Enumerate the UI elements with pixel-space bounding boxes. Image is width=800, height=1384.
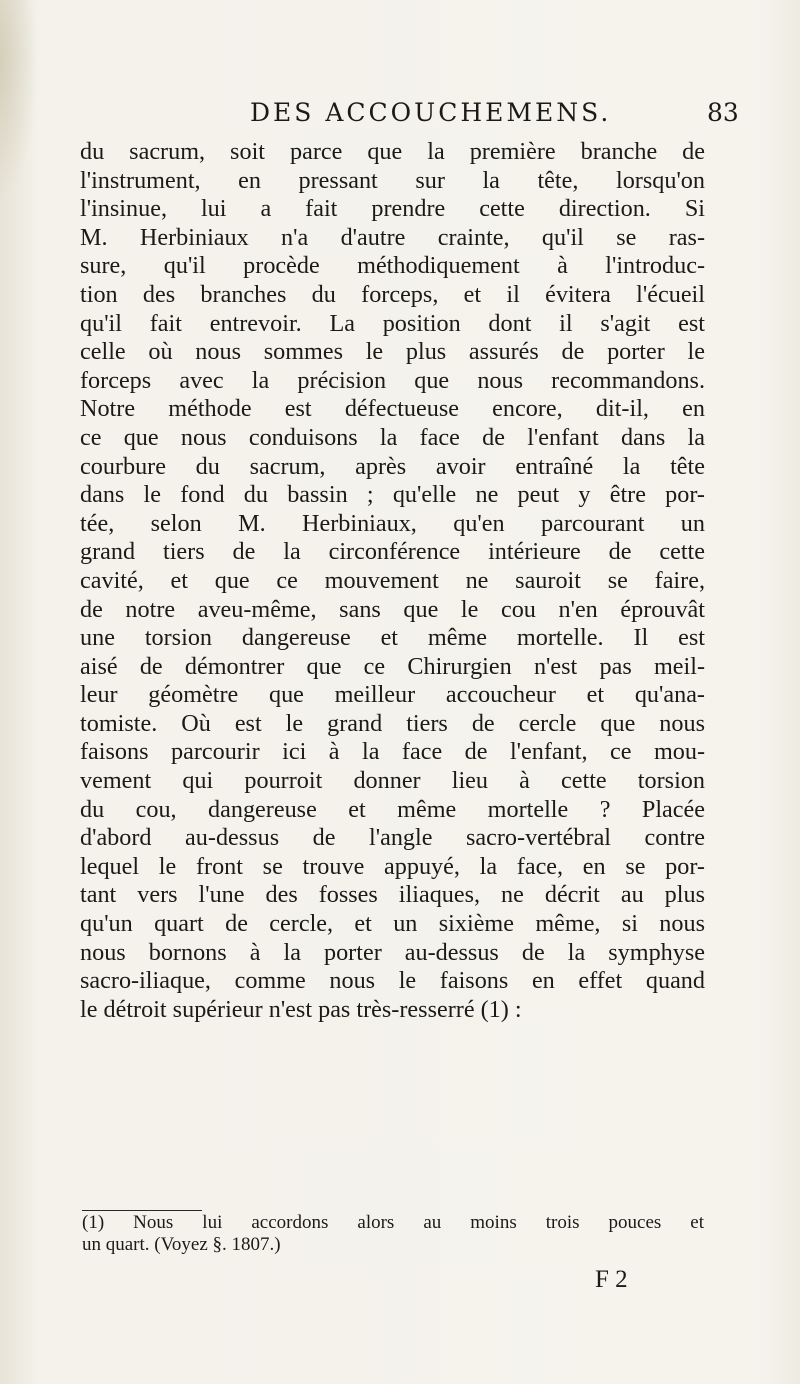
- text-line: celle où nous sommes le plus assurés de porter le: [80, 338, 705, 366]
- text-line: le détroit supérieur n'est pas très-resserré (1) :: [80, 995, 522, 1023]
- page-edge-stain: [0, 0, 38, 200]
- text-line: grand tiers de la circonférence intérieure de cette: [80, 538, 705, 566]
- text-line: ce que nous conduisons la face de l'enfant dans la: [80, 423, 705, 451]
- text-line: M. Herbiniaux n'a d'autre crainte, qu'il se ras-: [80, 223, 705, 251]
- text-line: tomiste. Où est le grand tiers de cercle que nous: [80, 709, 705, 737]
- footnote: [82, 1212, 704, 1256]
- text-line: leur géomètre que meilleur accoucheur et qu'ana-: [80, 681, 705, 709]
- text-line: vement qui pourroit donner lieu à cette torsion: [80, 767, 705, 795]
- text-line: d'abord au-dessus de l'angle sacro-vertébral contre: [80, 824, 705, 852]
- text-line: l'insinue, lui a fait prendre cette direction. Si: [80, 195, 705, 223]
- text-line: aisé de démontrer que ce Chirurgien n'est pas meil-: [80, 652, 705, 680]
- text-line: tion des branches du forceps, et il évitera l'écueil: [80, 280, 705, 308]
- text-line: sure, qu'il procède méthodiquement à l'introduc-: [80, 252, 705, 280]
- running-title: DES ACCOUCHEMENS.: [250, 98, 612, 127]
- text-line: qu'un quart de cercle, et un sixième même, si nous: [80, 910, 705, 938]
- footnote-rule: [82, 1210, 202, 1211]
- text-line: dans le fond du bassin ; qu'elle ne peut y être por-: [80, 481, 705, 509]
- text-line: du cou, dangereuse et même mortelle ? Placée: [80, 795, 705, 823]
- text-line: de notre aveu-même, sans que le cou n'en éprouvât: [80, 595, 705, 623]
- page-number: 83: [707, 98, 739, 127]
- text-line: du sacrum, soit parce que la première branche de: [80, 138, 705, 165]
- text-line: sacro-iliaque, comme nous le faisons en effet quand: [80, 967, 705, 995]
- text-line: tant vers l'une des fosses iliaques, ne décrit au plus: [80, 881, 705, 909]
- text-line: forceps avec la précision que nous recommandons.: [80, 366, 705, 394]
- text-line: Notre méthode est défectueuse encore, dit-il, en: [80, 395, 705, 423]
- text-line: courbure du sacrum, après avoir entraîné la tête: [80, 452, 705, 480]
- text-line: une torsion dangereuse et même mortelle. Il est: [80, 624, 705, 652]
- text-line: faisons parcourir ici à la face de l'enfant, ce mou-: [80, 738, 705, 766]
- body-text: [80, 138, 705, 1024]
- text-line: lequel le front se trouve appuyé, la face, en se por-: [80, 852, 705, 880]
- text-line: nous bornons à la porter au-dessus de la symphyse: [80, 938, 705, 966]
- signature-mark: F 2: [595, 1266, 628, 1293]
- text-line: cavité, et que ce mouvement ne sauroit se faire,: [80, 566, 705, 594]
- text-line: tée, selon M. Herbiniaux, qu'en parcourant un: [80, 509, 705, 537]
- footnote-line: (1) Nous lui accordons alors au moins trois pouces et: [82, 1212, 704, 1233]
- footnote-line: un quart. (Voyez §. 1807.): [82, 1234, 281, 1255]
- text-line: qu'il fait entrevoir. La position dont il s'agit est: [80, 309, 705, 337]
- text-line: l'instrument, en pressant sur la tête, lorsqu'on: [80, 166, 705, 194]
